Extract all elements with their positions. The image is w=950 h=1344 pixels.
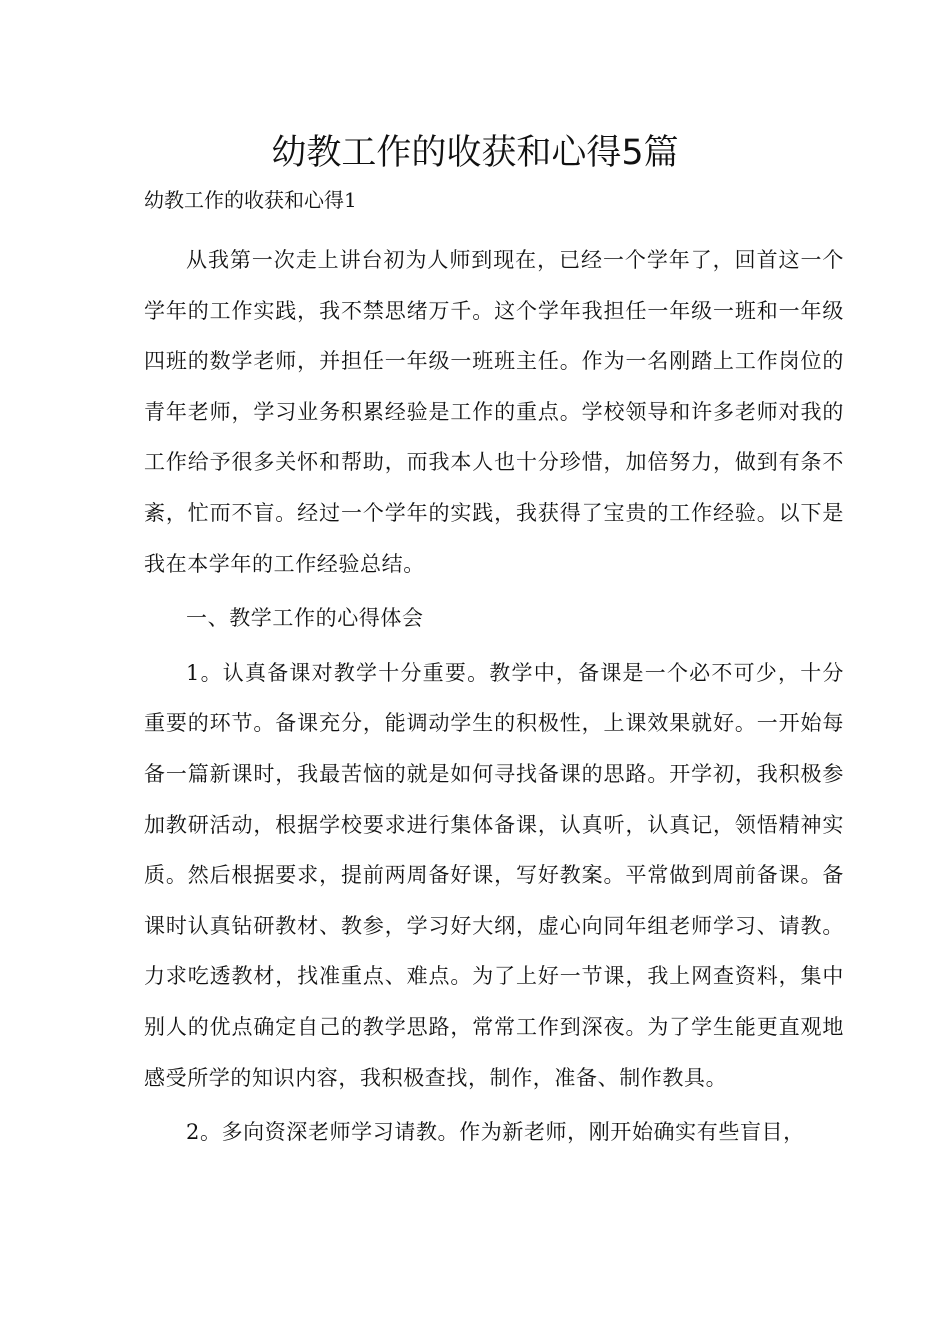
body-paragraph: 2。多向资深老师学习请教。作为新老师，刚开始确实有些盲目， xyxy=(186,1120,805,1145)
body-paragraph: 1。认真备课对教学十分重要。教学中，备课是一个必不可少，十分重要的环节。备课充分，能调动学生的积极性，上课效果就好。一开始每备一篇新课时，我最苦恼的就是如何寻找备课的思路。开学初，我积极参加教研活动，根据学校要求进行集体备课，认真听，认真记，领悟精神实质。然后根据要求，提前两周备好课，写好教案。平常做到周前备课。备课时认真钻研教材、教参，学习好大纲，虚心向同年组老师学习、请教。力求吃透教材，找准重点、难点。为了上好一节课，我上网查资料，集中别人的优点确定自己的教学思路，常常工作到深夜。为了学生能更直观地感受所学的知识内容，我积极查找，制作，准备、制作教具。 xyxy=(144,660,844,1090)
body-paragraph: 从我第一次走上讲台初为人师到现在，已经一个学年了，回首这一个学年的工作实践，我不禁思绪万千。这个学年我担任一年级一班和一年级四班的数学老师，并担任一年级一班班主任。作为一名刚踏上工作岗位的青年老师，学习业务积累经验是工作的重点。学校领导和许多老师对我的工作给予很多关怀和帮助，而我本人也十分珍惜，加倍努力，做到有条不紊，忙而不盲。经过一个学年的实践，我获得了宝贵的工作经验。以下是我在本学年的工作经验总结。 xyxy=(144,248,844,576)
article-subtitle: 幼教工作的收获和心得1 xyxy=(144,188,357,212)
document-title: 幼教工作的收获和心得5篇 xyxy=(271,133,679,173)
document-body xyxy=(144,235,844,1162)
section-heading: 一、教学工作的心得体会 xyxy=(186,606,424,631)
